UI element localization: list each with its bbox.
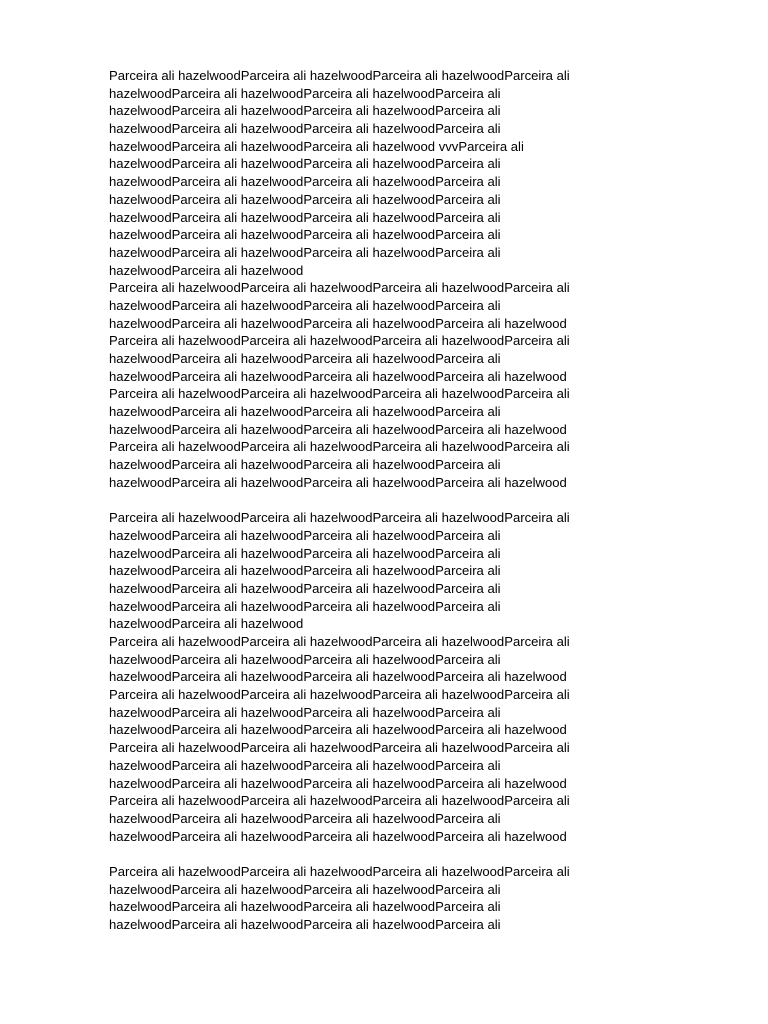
text-line: Parceira ali hazelwoodParceira ali hazelwoodParceira ali hazelwoodParceira ali bbox=[109, 68, 570, 83]
text-line: hazelwoodParceira ali hazelwoodParceira ali hazelwoodParceira ali bbox=[109, 757, 501, 773]
text-line: hazelwoodParceira ali hazelwoodParceira ali hazelwoodParceira ali bbox=[109, 457, 501, 473]
blank-line bbox=[109, 845, 629, 863]
text-line: hazelwoodParceira ali hazelwoodParceira ali hazelwoodParceira ali bbox=[109, 899, 501, 915]
text-line: hazelwoodParceira ali hazelwoodParceira ali hazelwoodParceira ali hazelwood bbox=[109, 722, 567, 738]
text-line: hazelwoodParceira ali hazelwoodParceira ali hazelwoodParceira ali bbox=[109, 917, 501, 932]
text-line: hazelwoodParceira ali hazelwoodParceira ali hazelwoodParceira ali bbox=[109, 244, 501, 260]
text-line: hazelwoodParceira ali hazelwoodParceira ali hazelwoodParceira ali bbox=[109, 527, 501, 543]
text-line: Parceira ali hazelwoodParceira ali hazelwoodParceira ali hazelwoodParceira ali bbox=[109, 793, 570, 809]
text-line: hazelwoodParceira ali hazelwoodParceira ali hazelwoodParceira ali bbox=[109, 85, 501, 101]
text-line: hazelwoodParceira ali hazelwoodParceira ali hazelwoodParceira ali bbox=[109, 580, 501, 596]
text-line: hazelwoodParceira ali hazelwoodParceira ali hazelwoodParceira ali bbox=[109, 810, 501, 826]
text-line: Parceira ali hazelwoodParceira ali hazelwoodParceira ali hazelwoodParceira ali bbox=[109, 863, 570, 879]
text-line: hazelwoodParceira ali hazelwoodParceira ali hazelwoodParceira ali bbox=[109, 563, 501, 579]
text-line: Parceira ali hazelwoodParceira ali hazelwoodParceira ali hazelwoodParceira ali bbox=[109, 510, 570, 526]
text-line: Parceira ali hazelwoodParceira ali hazelwoodParceira ali hazelwoodParceira ali bbox=[109, 740, 570, 756]
text-line: hazelwoodParceira ali hazelwoodParceira ali hazelwoodParceira ali bbox=[109, 351, 501, 366]
text-line: hazelwoodParceira ali hazelwoodParceira ali hazelwoodParceira ali hazelwood bbox=[109, 474, 567, 490]
text-line: hazelwoodParceira ali hazelwoodParceira ali hazelwoodParceira ali hazelwood bbox=[109, 669, 567, 685]
text-line: hazelwoodParceira ali hazelwoodParceira ali hazelwoodParceira ali bbox=[109, 651, 501, 667]
text-line: hazelwoodParceira ali hazelwood bbox=[109, 616, 304, 632]
document-body bbox=[109, 67, 629, 934]
text-line: hazelwoodParceira ali hazelwoodParceira ali hazelwoodParceira ali hazelwood bbox=[109, 421, 567, 437]
text-line: hazelwoodParceira ali hazelwoodParceira ali hazelwoodParceira ali bbox=[109, 297, 501, 313]
text-line: hazelwoodParceira ali hazelwoodParceira ali hazelwoodParceira ali hazelwood bbox=[109, 368, 567, 384]
text-line: hazelwoodParceira ali hazelwoodParceira ali hazelwoodParceira ali bbox=[109, 598, 501, 614]
blank-line bbox=[109, 492, 629, 510]
text-line: hazelwoodParceira ali hazelwoodParceira ali hazelwoodParceira ali bbox=[109, 404, 501, 420]
text-line: hazelwoodParceira ali hazelwoodParceira ali hazelwoodParceira ali bbox=[109, 174, 501, 190]
text-line: hazelwoodParceira ali hazelwoodParceira ali hazelwoodParceira ali bbox=[109, 121, 501, 137]
text-line: hazelwoodParceira ali hazelwoodParceira ali hazelwoodParceira ali bbox=[109, 156, 501, 172]
text-line: hazelwoodParceira ali hazelwoodParceira ali hazelwood vvvParceira ali bbox=[109, 138, 524, 154]
text-line: Parceira ali hazelwoodParceira ali hazelwoodParceira ali hazelwoodParceira ali bbox=[109, 634, 570, 649]
text-line: hazelwoodParceira ali hazelwood bbox=[109, 262, 304, 278]
text-line: Parceira ali hazelwoodParceira ali hazelwoodParceira ali hazelwoodParceira ali bbox=[109, 687, 570, 703]
text-line: hazelwoodParceira ali hazelwoodParceira ali hazelwoodParceira ali hazelwood bbox=[109, 828, 567, 844]
text-line: hazelwoodParceira ali hazelwoodParceira ali hazelwoodParceira ali bbox=[109, 227, 501, 243]
text-line: hazelwoodParceira ali hazelwoodParceira ali hazelwoodParceira ali bbox=[109, 103, 501, 119]
text-line: Parceira ali hazelwoodParceira ali hazelwoodParceira ali hazelwoodParceira ali bbox=[109, 280, 570, 296]
text-line: Parceira ali hazelwoodParceira ali hazelwoodParceira ali hazelwoodParceira ali bbox=[109, 439, 570, 455]
text-line: hazelwoodParceira ali hazelwoodParceira ali hazelwoodParceira ali bbox=[109, 209, 501, 225]
text-line: hazelwoodParceira ali hazelwoodParceira ali hazelwoodParceira ali hazelwood bbox=[109, 775, 567, 791]
text-line: hazelwoodParceira ali hazelwoodParceira ali hazelwoodParceira ali hazelwood bbox=[109, 315, 567, 331]
text-line: Parceira ali hazelwoodParceira ali hazelwoodParceira ali hazelwoodParceira ali bbox=[109, 333, 570, 349]
text-line: Parceira ali hazelwoodParceira ali hazelwoodParceira ali hazelwoodParceira ali bbox=[109, 386, 570, 402]
text-line: hazelwoodParceira ali hazelwoodParceira ali hazelwoodParceira ali bbox=[109, 545, 501, 561]
text-line: hazelwoodParceira ali hazelwoodParceira ali hazelwoodParceira ali bbox=[109, 881, 501, 897]
text-line: hazelwoodParceira ali hazelwoodParceira ali hazelwoodParceira ali bbox=[109, 704, 501, 720]
text-line: hazelwoodParceira ali hazelwoodParceira ali hazelwoodParceira ali bbox=[109, 191, 501, 207]
